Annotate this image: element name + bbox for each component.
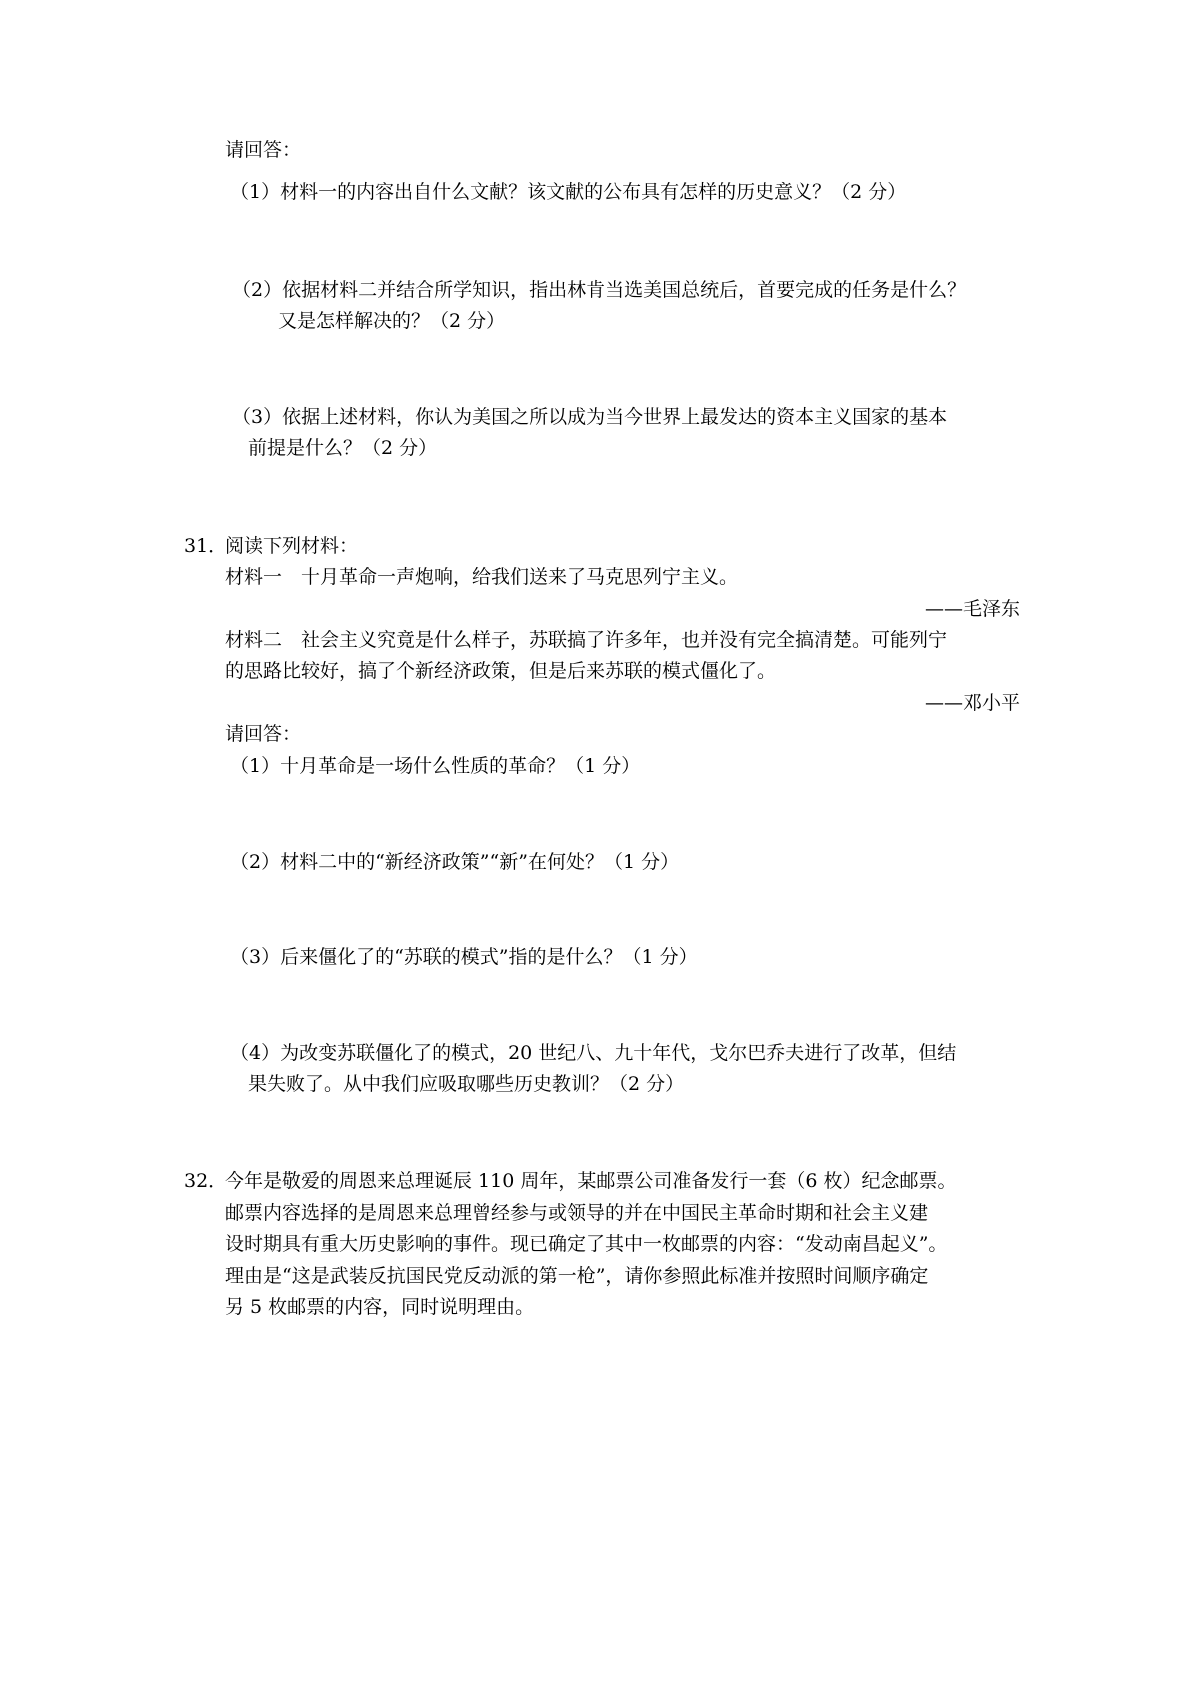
q31-sub2: （2）材料二中的“新经济政策”“新”在何处？（1 分）	[230, 851, 680, 873]
q31-sub1: （1）十月革命是一场什么性质的革命？（1 分）	[230, 755, 641, 777]
q32-line5: 另 5 枚邮票的内容，同时说明理由。	[225, 1296, 535, 1318]
q32-number: 32．	[184, 1170, 228, 1192]
q30-sub1: （1）材料一的内容出自什么文献？该文献的公布具有怎样的历史意义？（2 分）	[230, 181, 907, 203]
q31-intro: 阅读下列材料：	[225, 535, 359, 557]
q32-line4: 理由是“这是武装反抗国民党反动派的第一枪”，请你参照此标准并按照时间顺序确定	[225, 1265, 929, 1287]
q31-prompt: 请回答：	[225, 723, 302, 745]
q30-sub2-line2: 又是怎样解决的？（2 分）	[278, 310, 506, 332]
q32-line2: 邮票内容选择的是周恩来总理曾经参与或领导的并在中国民主革命时期和社会主义建	[225, 1202, 929, 1224]
q32-line3: 设时期具有重大历史影响的事件。现已确定了其中一枚邮票的内容：“发动南昌起义”。	[225, 1233, 948, 1255]
q30-sub3-line2: 前提是什么？（2 分）	[248, 437, 438, 459]
q31-sub4-line1: （4）为改变苏联僵化了的模式，20 世纪八、九十年代，戈尔巴乔夫进行了改革，但结	[230, 1042, 957, 1064]
q32-line1: 今年是敬爱的周恩来总理诞辰 110 周年，某邮票公司准备发行一套（6 枚）纪念邮票。	[225, 1170, 957, 1192]
q30-sub2-line1: （2）依据材料二并结合所学知识，指出林肯当选美国总统后，首要完成的任务是什么？	[232, 279, 967, 301]
q31-sub4-line2: 果失败了。从中我们应吸取哪些历史教训？（2 分）	[248, 1073, 685, 1095]
q30-prompt: 请回答：	[225, 139, 302, 161]
q31-material2-source: ——邓小平	[924, 692, 1020, 714]
q31-material1: 材料一 十月革命一声炮响，给我们送来了马克思列宁主义。	[225, 566, 739, 588]
q31-material2-line1: 材料二 社会主义究竟是什么样子，苏联搞了许多年，也并没有完全搞清楚。可能列宁	[225, 629, 948, 651]
q31-number: 31．	[184, 535, 228, 557]
q31-material1-source: ——毛泽东	[924, 598, 1020, 620]
q31-material2-line2: 的思路比较好，搞了个新经济政策，但是后来苏联的模式僵化了。	[225, 660, 777, 682]
q30-sub3-line1: （3）依据上述材料，你认为美国之所以成为当今世界上最发达的资本主义国家的基本	[232, 406, 948, 428]
q31-sub3: （3）后来僵化了的“苏联的模式”指的是什么？（1 分）	[230, 946, 698, 968]
